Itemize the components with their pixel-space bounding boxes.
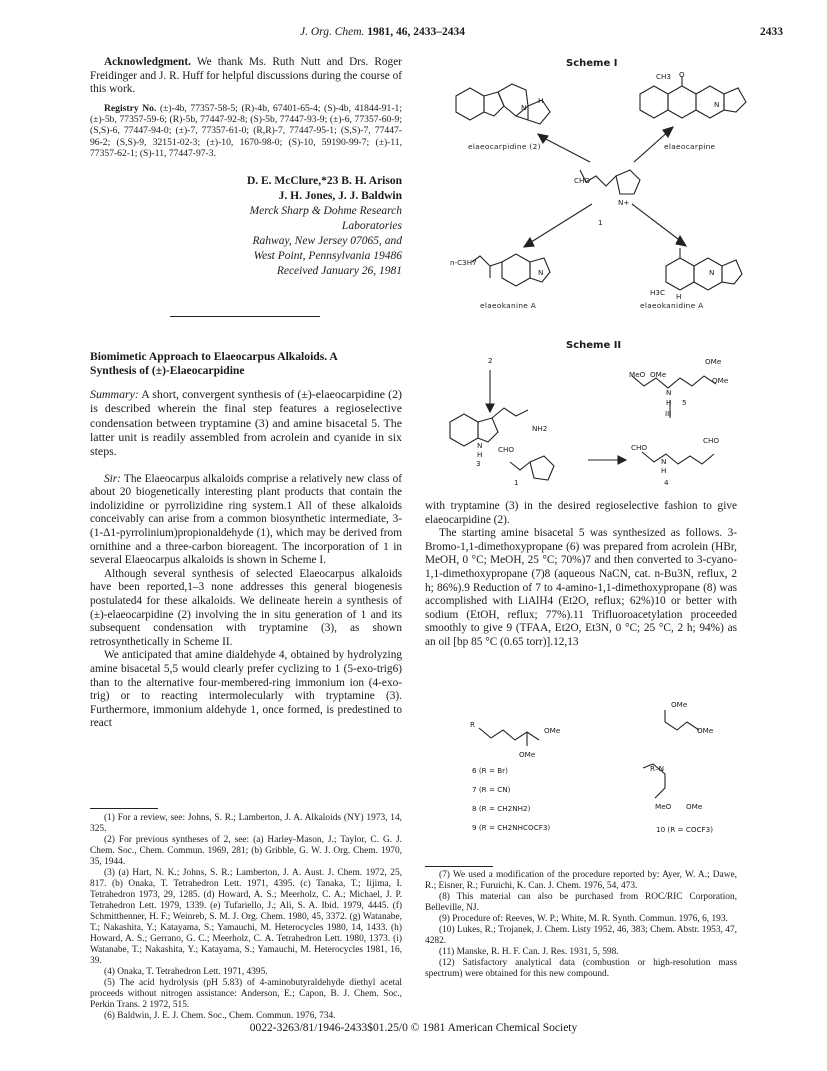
article-title-2: Synthesis of (±)-Elaeocarpidine [90,363,245,377]
elaeocarpidine-pyrrole-ring [484,92,504,116]
compound-10-ome-bottom: OMe [686,802,703,811]
footnote-rule-right [425,866,493,867]
pyrrolinium-n-plus: N+ [618,198,630,207]
sir-label: Sir: [104,472,121,485]
author-block [90,174,402,279]
ack-text: We thank Ms. Ruth Nutt and Drs. Roger Freidinger and J. R. Huff for helpful discussions during the course of this work. [90,56,402,96]
compound-ome-right: OMe [544,726,561,735]
elaeocarpine-benzene-ring [640,86,668,118]
compound-4-cho-right: CHO [703,436,720,445]
compound-10-rn: R–N [650,764,664,773]
author-line-1: D. E. McClure,*23 B. H. Arison [246,175,402,187]
arrow-head [524,238,534,247]
footnote: (10) Lukes, R.; Trojanek, J. Chem. Listy 1952, 46, 383; Chem. Abstr. 1953, 47, 4282. [425,925,737,946]
paragraph-2: Although several synthesis of selected Elaeocarpus alkaloids have been reported,1–3 none addresses this general biogenesis postulated4 for these alkaloids. We delineate herein a synthesis of (±)-elaeocarpidine (2) involving the in situ generation of 1 and its subsequent condensation with tryptamine (3), as shown retrosynthetically in Scheme II. [90,567,402,648]
footnote-rule-left [90,808,158,809]
affiliation-4: West Point, Pennsylvania 19486 [253,250,402,262]
scheme-2-compound-4: 4 [664,478,669,487]
journal-name: J. Org. Chem. [300,26,365,38]
pyrrolinium-ring [616,170,640,194]
elaeokanidine-h3c: H3C [650,288,665,297]
scheme-2-n-atom: N [666,388,672,397]
footnotes-left [90,813,402,1022]
received-date: Received January 26, 1981 [276,265,402,277]
footnote: (5) The acid hydrolysis (pH 5.83) of 4-aminobutyraldehyde diethyl acetal proceeds without nitrogen assistance: Anderson, E.; Capon, B. J. Chem. Soc., Perkin Trans. 2 1972, 515. [90,978,402,1010]
footnote: (4) Onaka, T. Tetrahedron Lett. 1971, 4395. [104,967,268,977]
elaeocarpidine-benzene-ring [456,88,484,120]
propanal-chain [586,176,616,186]
compound-10-ome-right: OMe [697,726,714,735]
elaeokanidine-pyrrolidine-ring [722,260,742,284]
tryptamine-ethylamine-chain [492,408,528,418]
scheme-2-ome: OMe [650,370,667,379]
registry-text: (±)-4b, 77357-58-5; (R)-4b, 67401-65-4; (S)-4b, 41844-91-1; (±)-5b, 77357-59-6; (R)-5b, 77447-92-8; (S)-5b, 77447-93-9; (±)-6, 77357-60-9; (S,S)-6, 77447-94-0; (±)-7, 77357-61-0; (R,R)-7, 77447-95-1; (S,S)-7, 77447-96-2; (S,S)-9, 32151-02-3; (±)-10, 1670-98-0; (S)-10, 59190-99-7; (±)-11, 77357-62-1; (S)-11, 77447-97-3. [90,102,402,159]
compound-8-label: 8 (R = CH2NH2) [472,804,531,813]
footnote: (11) Manske, R. H. F. Can. J. Res. 1931, 5, 598. [439,947,619,957]
compound-4-n-atom: N [661,457,667,466]
aldehyde-cho: CHO [574,176,591,185]
affiliation-1: Merck Sharp & Dohme Research [249,205,402,217]
registry-heading: Registry No. [104,102,157,114]
article-title-1: Biomimetic Approach to Elaeocarpus Alkaloids. A [90,350,338,363]
scheme-2-ome-right: OMe [712,376,729,385]
footnote: (7) We used a modification of the procedure reported by: Ayer, W. A.; Dawe, R.; Eisner, R.; Furuichi, K. Can. J. Chem. 1976, 54, 473. [425,870,737,891]
compound-10-label: 10 (R = COCF3) [656,825,714,834]
scheme-2-meo: MeO [629,370,646,379]
tryptamine-n-atom: N [477,441,483,450]
scheme-2-ome-top: OMe [705,357,722,366]
tryptamine-pyrrole-ring [478,418,498,442]
arrow-head [618,456,626,464]
scheme-1-structures [420,66,750,326]
tryptamine-h-atom: H [477,450,483,459]
elaeocarpidine-bond [516,116,528,120]
compound-10-meo: MeO [655,802,672,811]
compound-1-pyrrolinium-ring [530,456,554,480]
compound-4-chain [642,452,714,464]
compound-9-label: 9 (R = CH2NHCOCF3) [472,823,551,832]
elaeokanidine-ring-1 [666,258,694,290]
compound-4-cho-left: CHO [631,443,648,452]
journal-header [300,26,465,38]
scheme-2-h-atom: H [666,398,672,407]
footnote: (9) Procedure of: Reeves, W. P.; White, M. R. Synth. Commun. 1976, 6, 193. [439,914,728,924]
divider [170,316,320,317]
scheme-2-compound-3: 3 [476,459,481,468]
compound-r-group: R [470,720,475,729]
footnote: (3) (a) Hart, N. K.; Johns, S. R.; Lamberton, J. A. Aust. J. Chem. 1972, 25, 817. (b) Onaka, T. Tetrahedron Lett. 1971, 4395. (c) Tanaka, T.; Iijima, I. Tetrahedron 1973, 29, 1285. (d) Howard, A. S.; Meerholz, C. A.; Michael, J. P. Tetrahedron Lett. 1979, 1339. (e) Tufariello, J.; Ali, S. A. Ibid. 1979, 4445. (f) Schmitthenner, H. F.; Weinreb, S. M. J. Org. Chem. 1980, 45, 3372. (g) Watanabe, T.; Nakashita, Y.; Katayama, S.; Yamauchi, M. Heterocycles 1980, 14, 1433. (h) Howard, A. S.; Gerrano, G. C.; Meerholz, C. A. Tetrahedron Lett. 1980, 1373. (i) Watanabe, T.; Nakashita, Y.; Katayama, S.; Yamauchi, M. Heterocycles 1981, 16, 39. [90,868,402,966]
elaeokanidine-h-atom: H [676,292,682,301]
compound-1-chain [510,462,530,470]
compound-4-h-atom: H [661,466,667,475]
compounds-6-9-chain [479,728,539,740]
paragraph-1: The Elaeocarpus alkaloids comprise a relatively new class of about 20 biogenetically interesting plant products that contain the indolizidine or pyrrolizidine ring system.1 All of these alkaloids conceivably can arise from a common biosynthetic intermediate, 3-(1-Δ1-pyrrolinium)propionaldehyde (1), which may be derived from ornithine and a three-carbon bioreagent. The incorporation of 1 in several Elaeocarpus alkaloids is shown in Scheme I. [90,472,402,567]
arrow-to-elaeokanine [528,204,592,244]
arrow-to-elaeokanidine [632,204,682,242]
acknowledgment [90,56,402,159]
article-body-right [425,500,737,650]
scheme-2-compound-2: 2 [488,356,493,365]
scheme-2-compound-1: 1 [514,478,519,487]
compound-10-chain [665,710,699,730]
elaeocarpine-pyranone-ring [668,86,696,118]
tryptamine-nh2: NH2 [532,424,548,433]
elaeokanine-label: elaeokanine A [480,301,537,310]
elaeocarpidine-label: elaeocarpidine (2) [468,142,541,151]
compound-1-number: 1 [598,218,603,227]
elaeokanidine-n-atom: N [709,268,715,277]
affiliation-2: Laboratories [341,220,402,232]
footnotes-right [425,870,737,980]
scheme-1-title: Scheme I [566,58,618,69]
elaeocarpine-ch3: CH3 [656,72,671,81]
paragraph-5: The starting amine bisacetal 5 was synthesized as follows. 3-Bromo-1,1-dimethoxypropane (6) was prepared from acrolein (HBr, MeOH, 0 °C; MeOH, 25 °C; 70%)7 and then converted to 3-cyano-1,1-dimethoxypropane (7)8 (aqueous NaCN, cat. n-Bu3N, reflux, 2 h; 86%).9 Reduction of 7 to 4-amino-1,1-dimethoxypropane (8) was accomplished with LiAlH4 (Et2O, reflux; 62%)10 or better with sodium (EtOH, reflux; 77%).11 Trifluoroacetylation proceeded smoothly to give 9 (TFAA, Et2O, Et3N, 0 °C; 25 °C, 2 h; 94%) as an oil [bp 85 °C (0.65 torr)].12,13 [425,527,737,648]
author-line-2: J. H. Jones, J. J. Baldwin [278,190,402,202]
elaeokanine-propyl: n-C3H7 [450,258,477,267]
footnote: (12) Satisfactory analytical data (combustion or high-resolution mass spectrum) were obtained for this new compound. [425,958,737,979]
scheme-2-title: Scheme II [566,340,622,351]
elaeocarpine-o-atom: O [679,70,685,79]
elaeokanine-cyclohexenone-ring [502,254,530,286]
elaeokanidine-ring-2 [694,258,722,290]
journal-citation: 1981, 46, 2433–2434 [367,26,466,38]
paragraph-3: We anticipated that amine dialdehyde 4, obtained by hydrolyzing amine bisacetal 5,5 would clearly prefer cyclizing to 1 (5-exo-trig6) than to the alternative four-membered-ring immonium ion (4-exo-trig) or to reacting intermolecularly with tryptamine (3). Furthermore, immonium aldehyde 1, once formed, is predestined to react [90,649,402,730]
arrow-to-elaeocarpidine [540,136,590,162]
compound-ome-lower: OMe [519,750,536,759]
tryptamine-benzene-ring [450,414,478,446]
elaeocarpidine-n-atom: N [521,103,527,112]
compound-1-cho: CHO [498,445,515,454]
summary-label: Summary: [90,387,139,402]
arrow-head [676,236,686,246]
scheme-2-iii: III [665,409,672,418]
compound-10-ome-top: OMe [671,700,688,709]
summary-text: A short, convergent synthesis of (±)-elaeocarpidine (2) is described wherein the final step features a regioselective condensation between tryptamine (3) and amine bisacetal 5. The latter unit is readily assembled from acrolein and cyanide in six steps. [90,387,402,459]
elaeokanidine-label: elaeokanidine A [640,301,704,310]
page-number: 2433 [760,26,783,38]
footnote: (6) Baldwin, J. E. J. Chem. Soc., Chem. Commun. 1976, 734. [104,1011,336,1021]
elaeocarpine-pyrrolidine-ring [724,88,746,112]
scheme-2-structures [420,352,750,492]
elaeocarpidine-h-atom: H [538,96,544,105]
ack-heading: Acknowledgment. [104,56,191,68]
arrow-head [486,404,494,412]
paragraph-4: with tryptamine (3) in the desired regioselective fashion to give elaeocarpidine (2). [425,500,737,526]
elaeokanine-n-atom: N [538,268,544,277]
article-body-left [90,350,402,731]
elaeocarpine-label: elaeocarpine [664,142,716,151]
compound-6-label: 6 (R = Br) [472,766,508,775]
footnote: (8) This material can also be purchased from ROC/RIC Corporation, Belleville, NJ. [425,892,737,913]
page-footer: 0022-3263/81/1946-2433$01.25/0 © 1981 American Chemical Society [249,1022,578,1034]
elaeocarpine-n-atom: N [714,100,720,109]
affiliation-3: Rahway, New Jersey 07065, and [252,235,402,247]
footnote: (2) For previous syntheses of 2, see: (a) Harley-Mason, J.; Taylor, C. G. J. Chem. Soc., Chem. Commun. 1969, 281; (b) Gribble, G. W. J. Org. Chem. 1970, 35, 1944. [90,835,402,867]
compound-7-label: 7 (R = CN) [472,785,511,794]
elaeocarpine-piperidine-ring [696,86,724,118]
footnote: (1) For a review, see: Johns, S. R.; Lamberton, J. A. Alkaloids (NY) 1973, 14, 325. [90,813,402,834]
scheme-2-compound-5: 5 [682,398,687,407]
